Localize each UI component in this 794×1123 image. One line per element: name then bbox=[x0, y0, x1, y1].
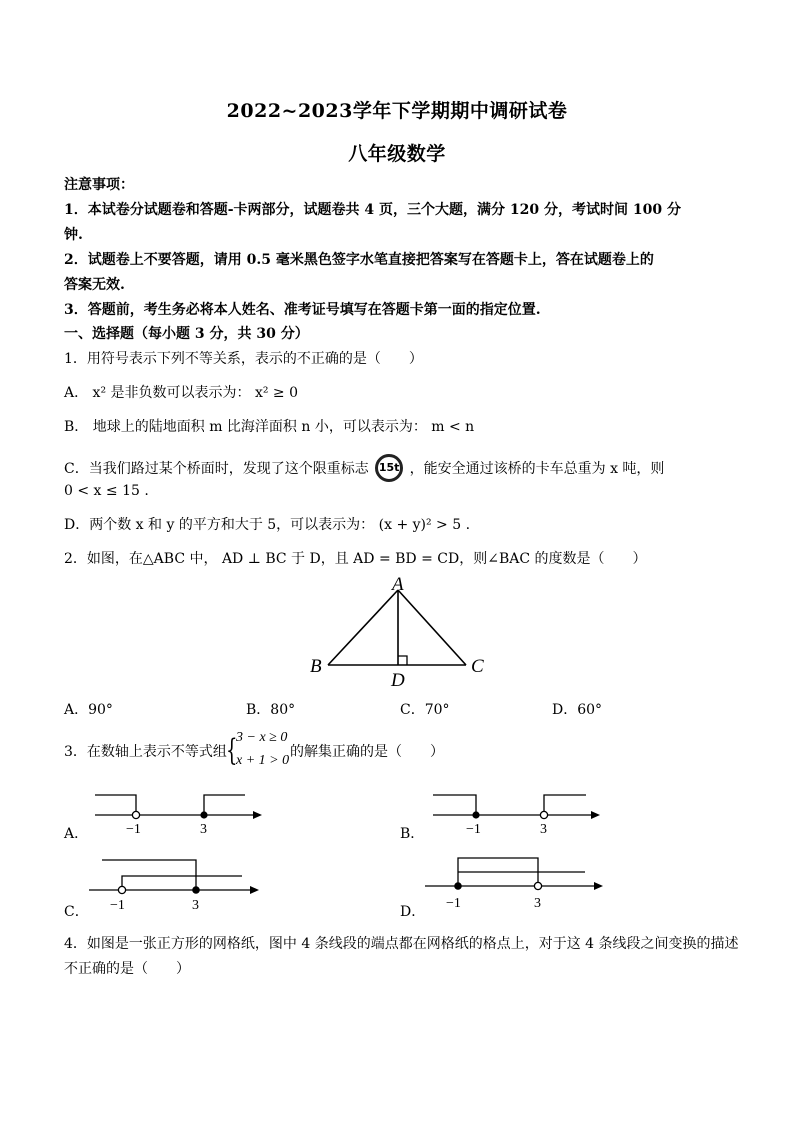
q3-option-a-label: A． bbox=[64, 826, 89, 842]
tick-label-3: 3 bbox=[534, 896, 541, 911]
q2-option-c: C．70° bbox=[400, 702, 450, 718]
label-c: C bbox=[471, 656, 484, 677]
q1-option-a: A． x² 是非负数可以表示为： x² ≥ 0 bbox=[64, 385, 299, 401]
notice-item-3: 3．答题前，考生务必将本人姓名、准考证号填写在答题卡第一面的指定位置. bbox=[64, 302, 541, 318]
q1-option-c-line1 bbox=[64, 458, 664, 488]
label-d: D bbox=[391, 670, 405, 691]
q2-option-d: D．60° bbox=[552, 702, 603, 718]
section-heading: 一、选择题（每小题 3 分，共 30 分） bbox=[64, 326, 309, 342]
q1-option-b: B． 地球上的陆地面积 m 比海洋面积 n 小，可以表示为： m < n bbox=[64, 419, 475, 435]
q2-option-a: A．90° bbox=[64, 702, 113, 718]
label-a: A bbox=[392, 574, 404, 595]
page-subtitle: 八年级数学 bbox=[348, 143, 446, 165]
weight-limit-sign-icon: 15t bbox=[375, 454, 403, 482]
tick-label-3: 3 bbox=[540, 822, 547, 837]
notice-heading: 注意事项： bbox=[64, 177, 134, 193]
number-line-a bbox=[90, 786, 270, 838]
arrow-icon bbox=[594, 882, 603, 890]
q1-option-d: D．两个数 x 和 y 的平方和大于 5，可以表示为： (x + y)² > 5 . bbox=[64, 517, 471, 533]
brace-icon: { bbox=[226, 733, 238, 768]
q3-system-line2: x + 1 > 0 bbox=[236, 753, 290, 768]
q3-stem-pre: 3．在数轴上表示不等式组 bbox=[64, 744, 227, 760]
q4-stem-line1: 4．如图是一张正方形的网格纸，图中 4 条线段的端点都在网格纸的格点上，对于这 4 条线段之间变换的描述 bbox=[64, 936, 739, 952]
side-ab bbox=[328, 590, 398, 665]
closed-point bbox=[192, 886, 200, 894]
q1-option-c-pre: C．当我们路过某个桥面时，发现了这个限重标志 bbox=[64, 461, 369, 477]
q2-option-b: B．80° bbox=[246, 702, 296, 718]
tick-label-3: 3 bbox=[200, 822, 207, 837]
notice-item-1: 1．本试卷分试题卷和答题-卡两部分，试题卷共 4 页，三个大题，满分 120 分，考试时间 100 分 bbox=[64, 202, 681, 218]
q3-stem-post: 的解集正确的是（ ） bbox=[290, 744, 444, 760]
arrow-icon bbox=[253, 811, 262, 819]
open-point bbox=[118, 886, 125, 893]
number-line-c bbox=[84, 852, 269, 912]
q3-system-line1: 3 − x ≥ 0 bbox=[236, 730, 288, 745]
label-b: B bbox=[310, 656, 322, 677]
number-line-d bbox=[420, 852, 610, 912]
q4-stem-line2: 不正确的是（ ） bbox=[64, 961, 190, 977]
closed-point bbox=[454, 882, 462, 890]
right-angle-mark bbox=[398, 656, 407, 665]
q3-option-c-label: C． bbox=[64, 904, 89, 920]
q3-option-b-label: B． bbox=[400, 826, 425, 842]
notice-item-1-cont: 钟. bbox=[64, 227, 83, 243]
open-point bbox=[534, 882, 541, 889]
tick-label-neg1: −1 bbox=[110, 898, 125, 912]
number-line-b bbox=[428, 786, 608, 838]
tick-label-neg1: −1 bbox=[126, 822, 141, 837]
notice-item-2: 2．试题卷上不要答题，请用 0.5 毫米黑色签字水笔直接把答案写在答题卡上，答在试题卷上的 bbox=[64, 252, 654, 268]
closed-point bbox=[200, 811, 207, 818]
q2-stem: 2．如图，在△ABC 中， AD ⊥ BC 于 D，且 AD = BD = CD，则∠BAC 的度数是（ ） bbox=[64, 551, 647, 567]
q3-option-d-label: D． bbox=[400, 904, 426, 920]
open-point bbox=[132, 811, 139, 818]
closed-point bbox=[472, 811, 479, 818]
open-point bbox=[540, 811, 547, 818]
side-ac bbox=[398, 590, 466, 665]
q1-option-c-line2: 0 < x ≤ 15 . bbox=[64, 483, 149, 499]
q1-option-c-post: ，能安全通过该桥的卡车总重为 x 吨，则 bbox=[409, 461, 665, 477]
tick-label-neg1: −1 bbox=[466, 822, 481, 837]
arrow-icon bbox=[591, 811, 600, 819]
triangle-figure bbox=[300, 572, 500, 692]
tick-label-neg1: −1 bbox=[446, 896, 461, 911]
notice-item-2-cont: 答案无效. bbox=[64, 277, 125, 293]
page-title: 2022~2023学年下学期期中调研试卷 bbox=[226, 100, 568, 122]
tick-label-3: 3 bbox=[192, 898, 199, 912]
arrow-icon bbox=[250, 886, 259, 894]
q1-stem: 1．用符号表示下列不等关系，表示的不正确的是（ ） bbox=[64, 351, 423, 367]
